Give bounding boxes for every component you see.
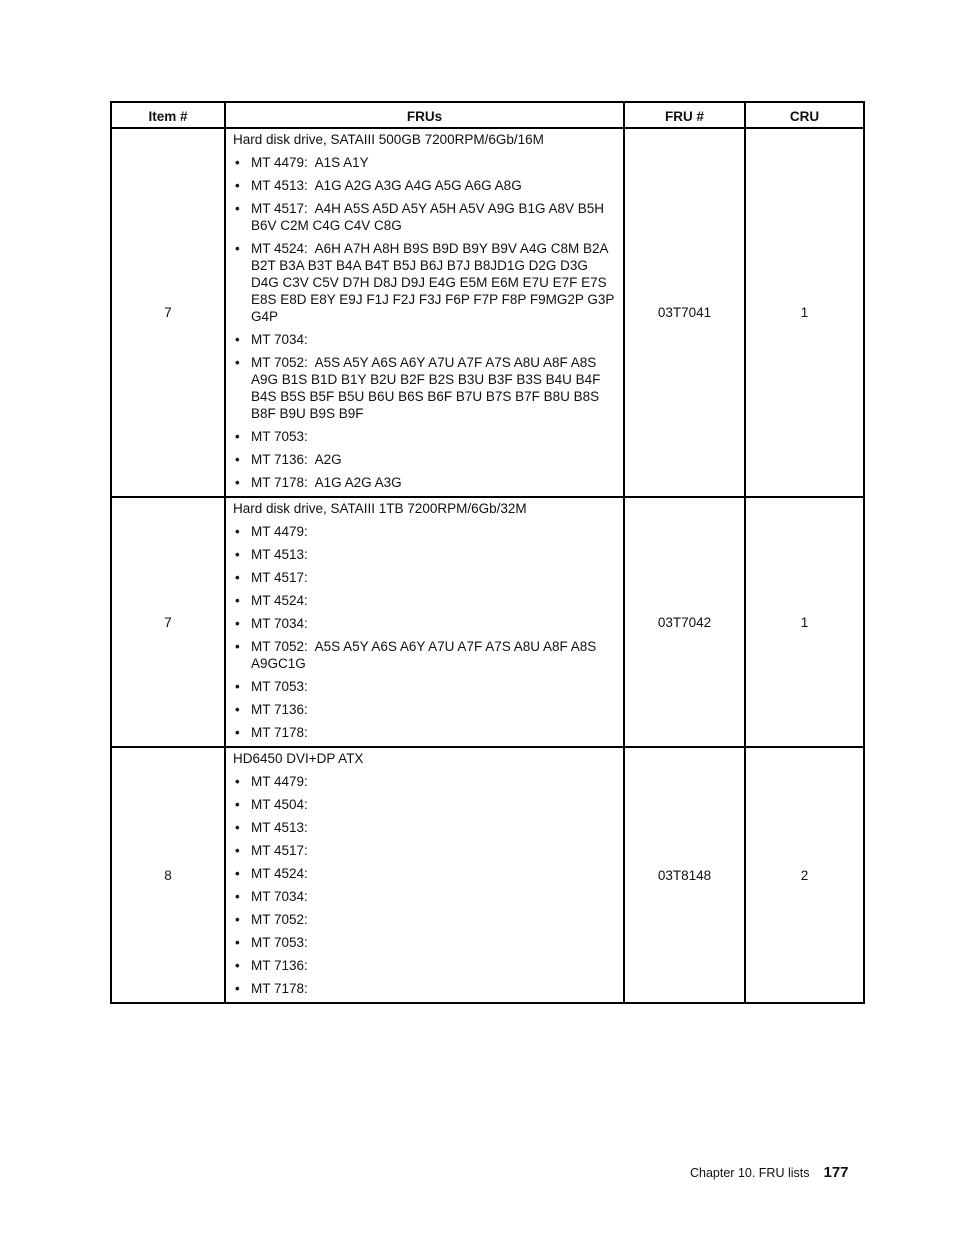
machine-type-label: MT 7052: bbox=[251, 639, 308, 654]
bullet-icon: • bbox=[235, 912, 240, 927]
header-item-number: Item # bbox=[111, 102, 225, 128]
fru-number-cell: 03T7041 bbox=[624, 128, 745, 497]
bullet-icon: • bbox=[235, 429, 240, 444]
bullet-icon: • bbox=[235, 679, 240, 694]
page-number: 177 bbox=[823, 1164, 849, 1181]
bullet-icon: • bbox=[235, 570, 240, 585]
machine-type-label: MT 4479: bbox=[251, 774, 308, 789]
machine-type-label: MT 4479: bbox=[251, 524, 308, 539]
fru-description: Hard disk drive, SATAIII 500GB 7200RPM/6Gb/16M bbox=[233, 132, 544, 147]
model-codes: A5S A5Y A6S A6Y A7U A7F A7S A8U A8F A8S A9G B1S B1D B1Y B2U B2F B2S B3U B3F B3S B4U B4F B4S B5S B5F B5U B6U B6S B6F B7U B7S B7F B8U B8S B8F B9U B9S B9F bbox=[251, 355, 601, 421]
model-codes: A1G A2G A3G bbox=[314, 475, 402, 490]
item-number-cell: 7 bbox=[111, 497, 225, 747]
footer-chapter: Chapter 10. FRU lists bbox=[690, 1166, 810, 1180]
bullet-icon: • bbox=[235, 889, 240, 904]
list-item bbox=[233, 842, 615, 859]
machine-type-label: MT 7053: bbox=[251, 679, 308, 694]
bullet-icon: • bbox=[235, 774, 240, 789]
list-item bbox=[233, 796, 615, 813]
bullet-icon: • bbox=[235, 843, 240, 858]
machine-type-label: MT 7034: bbox=[251, 332, 308, 347]
table-row bbox=[111, 128, 864, 497]
bullet-icon: • bbox=[235, 241, 240, 256]
list-item bbox=[233, 428, 615, 445]
bullet-icon: • bbox=[235, 547, 240, 562]
model-codes: A5S A5Y A6S A6Y A7U A7F A7S A8U A8F A8S A9GC1G bbox=[251, 639, 597, 671]
machine-type-label: MT 7052: bbox=[251, 912, 308, 927]
machine-type-label: MT 4524: bbox=[251, 241, 308, 256]
fru-number-cell: 03T8148 bbox=[624, 747, 745, 1003]
item-number-cell: 8 bbox=[111, 747, 225, 1003]
list-item bbox=[233, 678, 615, 695]
machine-type-label: MT 7178: bbox=[251, 725, 308, 740]
model-codes: A1S A1Y bbox=[314, 155, 369, 170]
bullet-icon: • bbox=[235, 981, 240, 996]
bullet-icon: • bbox=[235, 935, 240, 950]
bullet-icon: • bbox=[235, 866, 240, 881]
header-cru: CRU bbox=[745, 102, 864, 128]
list-item bbox=[233, 592, 615, 609]
bullet-icon: • bbox=[235, 958, 240, 973]
bullet-icon: • bbox=[235, 155, 240, 170]
machine-type-label: MT 4513: bbox=[251, 178, 308, 193]
machine-type-label: MT 7136: bbox=[251, 702, 308, 717]
list-item bbox=[233, 957, 615, 974]
frus-cell bbox=[225, 747, 624, 1003]
list-item bbox=[233, 865, 615, 882]
machine-type-label: MT 4517: bbox=[251, 843, 308, 858]
list-item bbox=[233, 240, 615, 325]
machine-type-label: MT 7178: bbox=[251, 475, 308, 490]
machine-type-label: MT 7053: bbox=[251, 935, 308, 950]
machine-type-label: MT 7136: bbox=[251, 958, 308, 973]
list-item bbox=[233, 354, 615, 422]
list-item bbox=[233, 911, 615, 928]
cru-cell: 2 bbox=[745, 747, 864, 1003]
machine-type-label: MT 4504: bbox=[251, 797, 308, 812]
model-codes: A6H A7H A8H B9S B9D B9Y B9V A4G C8M B2A B2T B3A B3T B4A B4T B5J B6J B7J B8JD1G D2G D3G D4G C3V C5V D7H D8J D9J E4G E5M E6M E7U E7F E7S E8S E8D E8Y E9J F1J F2J F3J F6P F7P F8P F9MG2P G3P G4P bbox=[251, 241, 615, 324]
model-codes: A1G A2G A3G A4G A5G A6G A8G bbox=[314, 178, 522, 193]
list-item bbox=[233, 451, 615, 468]
bullet-icon: • bbox=[235, 355, 240, 370]
header-frus: FRUs bbox=[225, 102, 624, 128]
bullet-icon: • bbox=[235, 332, 240, 347]
header-fru-number: FRU # bbox=[624, 102, 745, 128]
bullet-icon: • bbox=[235, 702, 240, 717]
list-item bbox=[233, 819, 615, 836]
bullet-icon: • bbox=[235, 452, 240, 467]
machine-type-label: MT 7136: bbox=[251, 452, 308, 467]
list-item bbox=[233, 546, 615, 563]
bullet-icon: • bbox=[235, 178, 240, 193]
bullet-icon: • bbox=[235, 820, 240, 835]
list-item bbox=[233, 888, 615, 905]
list-item bbox=[233, 638, 615, 672]
machine-type-label: MT 7034: bbox=[251, 616, 308, 631]
machine-type-label: MT 7178: bbox=[251, 981, 308, 996]
machine-type-label: MT 4524: bbox=[251, 593, 308, 608]
list-item bbox=[233, 773, 615, 790]
fru-table bbox=[110, 101, 865, 1004]
model-codes: A4H A5S A5D A5Y A5H A5V A9G B1G A8V B5H B6V C2M C4G C4V C8G bbox=[251, 201, 605, 233]
machine-type-list bbox=[233, 154, 615, 491]
model-codes: A2G bbox=[314, 452, 342, 467]
machine-type-label: MT 4517: bbox=[251, 570, 308, 585]
machine-type-list bbox=[233, 773, 615, 997]
cru-cell: 1 bbox=[745, 128, 864, 497]
machine-type-label: MT 4479: bbox=[251, 155, 308, 170]
table-row bbox=[111, 747, 864, 1003]
fru-number-cell: 03T7042 bbox=[624, 497, 745, 747]
machine-type-list bbox=[233, 523, 615, 741]
bullet-icon: • bbox=[235, 201, 240, 216]
list-item bbox=[233, 615, 615, 632]
bullet-icon: • bbox=[235, 475, 240, 490]
list-item bbox=[233, 474, 615, 491]
page-footer bbox=[690, 1164, 849, 1181]
frus-cell bbox=[225, 128, 624, 497]
table-row bbox=[111, 497, 864, 747]
machine-type-label: MT 4513: bbox=[251, 820, 308, 835]
bullet-icon: • bbox=[235, 524, 240, 539]
bullet-icon: • bbox=[235, 639, 240, 654]
bullet-icon: • bbox=[235, 797, 240, 812]
item-number-cell: 7 bbox=[111, 128, 225, 497]
machine-type-label: MT 4524: bbox=[251, 866, 308, 881]
table-header-row bbox=[111, 102, 864, 128]
frus-cell bbox=[225, 497, 624, 747]
machine-type-label: MT 4517: bbox=[251, 201, 308, 216]
machine-type-label: MT 4513: bbox=[251, 547, 308, 562]
list-item bbox=[233, 701, 615, 718]
list-item bbox=[233, 200, 615, 234]
bullet-icon: • bbox=[235, 725, 240, 740]
bullet-icon: • bbox=[235, 593, 240, 608]
list-item bbox=[233, 523, 615, 540]
list-item bbox=[233, 154, 615, 171]
cru-cell: 1 bbox=[745, 497, 864, 747]
fru-description: HD6450 DVI+DP ATX bbox=[233, 751, 364, 766]
list-item bbox=[233, 569, 615, 586]
list-item bbox=[233, 934, 615, 951]
machine-type-label: MT 7034: bbox=[251, 889, 308, 904]
fru-description: Hard disk drive, SATAIII 1TB 7200RPM/6Gb/32M bbox=[233, 501, 527, 516]
list-item bbox=[233, 724, 615, 741]
list-item bbox=[233, 331, 615, 348]
machine-type-label: MT 7053: bbox=[251, 429, 308, 444]
machine-type-label: MT 7052: bbox=[251, 355, 308, 370]
bullet-icon: • bbox=[235, 616, 240, 631]
list-item bbox=[233, 177, 615, 194]
list-item bbox=[233, 980, 615, 997]
table-body bbox=[111, 128, 864, 1003]
